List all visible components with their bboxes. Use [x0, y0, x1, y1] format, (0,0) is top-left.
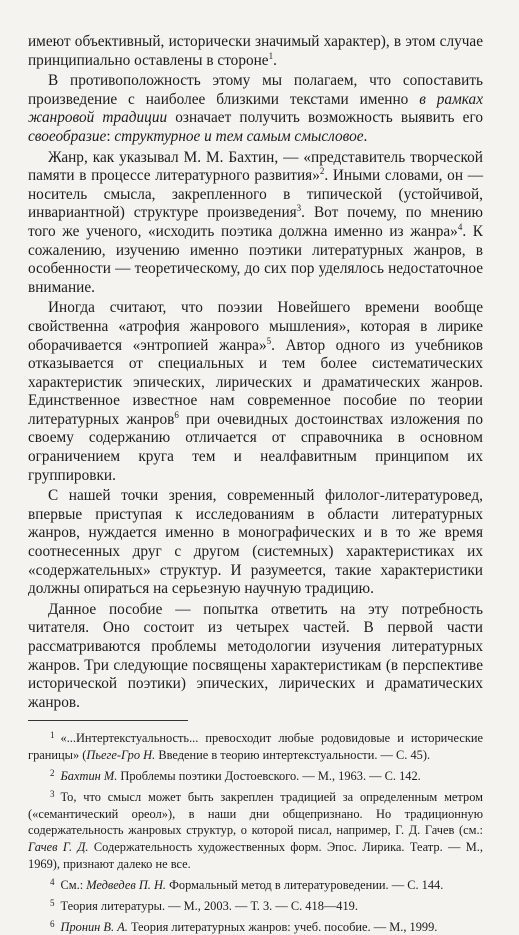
footnote [28, 765, 483, 785]
text-run: при очевидных достоинствах изложения по своему содержанию отличается от справочника в основном ограничением круга тем и неалфавитным принципом их группировки. [28, 410, 483, 484]
text-run: С нашей точки зрения, современный филолог-литературовед, впервые приступая к исследованиям в области литературных жанров, нуждается именно в монографических и в то же время соотнесенных друг с другом (системных) характеристиках их «содержательных» структур. И разумеется, такие характеристики должны опираться на серьезную научную традицию. [28, 487, 483, 598]
footnote-number: 3 [50, 789, 55, 800]
text-run: : [106, 127, 115, 145]
footnote [28, 786, 483, 872]
text-run: В противоположность этому мы полагаем, что сопоставить произведение с наиболее близкими текстами именно [28, 72, 483, 108]
footnote-ref: 3 [296, 203, 302, 214]
footnotes [28, 727, 483, 935]
italic-text: своеобразие [28, 127, 107, 145]
text-run: См.: [60, 877, 87, 892]
footnote-number: 5 [50, 897, 55, 908]
text-run: Жанр, как указывал М. М. Бахтин, — «представитель творческой памяти в процессе литературного развития» [28, 148, 483, 185]
italic-text: Пьеге-Гро Н. [86, 747, 156, 762]
text-run: Теория литературы. — М., 2003. — Т. 3. — С. 418—419. [60, 898, 358, 913]
text-run: . К сожалению, изучению именно поэтики литературных жанров, в особенности — теоретическому, до сих пор уделялось недостаточное внимание. [28, 222, 483, 296]
paragraph [28, 299, 483, 485]
footnote-ref: 5 [266, 335, 272, 346]
italic-text: Медведев П. Н. [86, 877, 167, 892]
main-text [28, 33, 483, 712]
text-run: То, что смысл может быть закреплен традицией за определенным метром («семантический ореол»), в наши дни общепризнано. Но традиционную содержательность жанровых структур, о которой писал, например, Г. Д. Гачев (см.: [28, 790, 483, 838]
text-run: имеют объективный, исторически значимый характер), в этом случае принципиально оставлены в стороне [28, 33, 483, 69]
footnote-number: 6 [50, 918, 55, 929]
text-run: означает получить возможность выявить его [167, 109, 484, 127]
text-run: Теория литературных жанров: учеб. пособие. — М., 1999. [127, 919, 438, 934]
footnote-divider [28, 720, 188, 721]
text-run: Иногда считают, что поэзии Новейшего времени вообще свойственна «атрофия жанрового мышления», которая в лирике оборачивается «энтропией жанра» [28, 299, 483, 354]
paragraph [28, 487, 483, 599]
text-run: . Иными словами, он — носитель смысла, закрепленного в типической (устойчивой, инвариантной) структуре произведения [28, 167, 483, 222]
footnote [28, 895, 483, 915]
paragraph [28, 149, 483, 298]
footnote [28, 874, 483, 894]
footnote-number: 2 [50, 768, 55, 779]
text-run: Формальный метод в литературоведении. — С. 144. [166, 877, 444, 892]
footnote [28, 727, 483, 763]
footnote-ref: 6 [174, 409, 179, 420]
footnote-ref: 1 [268, 50, 274, 61]
paragraph [28, 72, 483, 146]
footnote [28, 916, 483, 935]
text-run: . Вот почему, по мнению того же ученого, «исходить поэтика должна именно из жанра» [28, 204, 483, 240]
text-run: Проблемы поэтики Достоевского. — М., 1963. — С. 142. [117, 769, 421, 784]
text-run: . [273, 51, 277, 69]
text-run: . [363, 127, 368, 145]
paragraph [28, 601, 483, 713]
text-run: Данное пособие — попытка ответить на эту потребность читателя. Оно состоит из четырех частей. В первой части рассматриваются проблемы методологии изучения литературных жанров. Три следующие посвящены характеристикам (в перспективе исторической поэтики) эпических, лирических и драматических жанров. [28, 600, 483, 711]
italic-text: Пронин В. А. [60, 919, 128, 934]
footnote-ref: 4 [457, 221, 463, 232]
footnote-number: 1 [50, 730, 55, 741]
italic-text: структурное и тем самым смысловое [114, 127, 364, 145]
text-run: «...Интертекстуальность... превосходит любые родовидовые и исторические границы» ( [28, 731, 483, 762]
text-run: Введение в теорию интертекстуальности. — С. 45). [155, 747, 431, 762]
footnote-ref: 2 [319, 166, 325, 177]
text-run: . Автор одного из учебников отказывается от специальных и тем более систематических характеристик эпических, лирических и драматических жанров. Единственное известное нам современное пособие по теории литературных жанров [28, 336, 483, 428]
italic-text: в рамках жанровой традиции [28, 90, 483, 127]
text-run: Содержательность художественных форм. Эпос. Лирика. Театр. — М., 1969), признают далеко не все. [28, 839, 484, 871]
italic-text: Гачев Г. Д. [28, 839, 89, 854]
footnote-number: 4 [50, 876, 55, 887]
paragraph [28, 33, 483, 70]
italic-text: Бахтин М. [60, 769, 118, 784]
